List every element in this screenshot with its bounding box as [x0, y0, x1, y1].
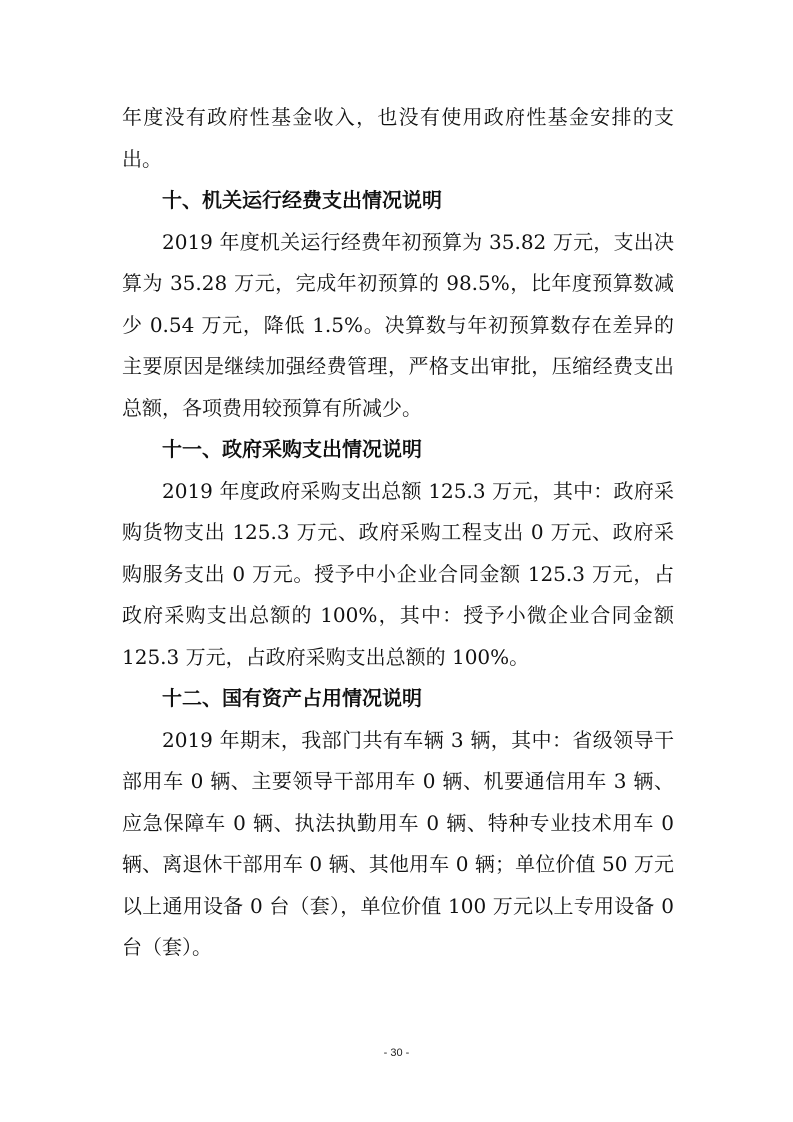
section-heading-10: 十、机关运行经费支出情况说明 — [162, 188, 442, 212]
intro-continuation: 年度没有政府性基金收入，也没有使用政府性基金安排的支出。 — [122, 105, 674, 171]
page-number: - 30 - — [383, 1047, 410, 1059]
section-body-11: 2019 年度政府采购支出总额 125.3 万元，其中：政府采购货物支出 125.3 万元、政府采购工程支出 0 万元、政府采购服务支出 0 万元。授予中小企业合同金额 125.3 万元，占政府采购支出总额的 100%，其中：授予小微企业合同金额 125.3 万元，占政府采购支出总额的 100%。 — [122, 478, 674, 669]
section-heading-11: 十一、政府采购支出情况说明 — [162, 437, 422, 461]
document-body — [122, 97, 674, 969]
section-body-12: 2019 年期末，我部门共有车辆 3 辆，其中：省级领导干部用车 0 辆、主要领导干部用车 0 辆、机要通信用车 3 辆、应急保障车 0 辆、执法执勤用车 0 辆、特种专业技术用车 0 辆、离退休干部用车 0 辆、其他用车 0 辆；单位价值 50 万元以上通用设备 0 台（套），单位价值 100 万元以上专用设备 0 台（套）。 — [122, 727, 674, 959]
section-heading-12: 十二、国有资产占用情况说明 — [162, 686, 422, 710]
section-body-10: 2019 年度机关运行经费年初预算为 35.82 万元，支出决算为 35.28 万元，完成年初预算的 98.5%，比年度预算数减少 0.54 万元，降低 1.5%。决算数与年初预算数存在差异的主要原因是继续加强经费管理，严格支出审批，压缩经费支出总额，各项费用较预算有所减少。 — [122, 229, 674, 420]
